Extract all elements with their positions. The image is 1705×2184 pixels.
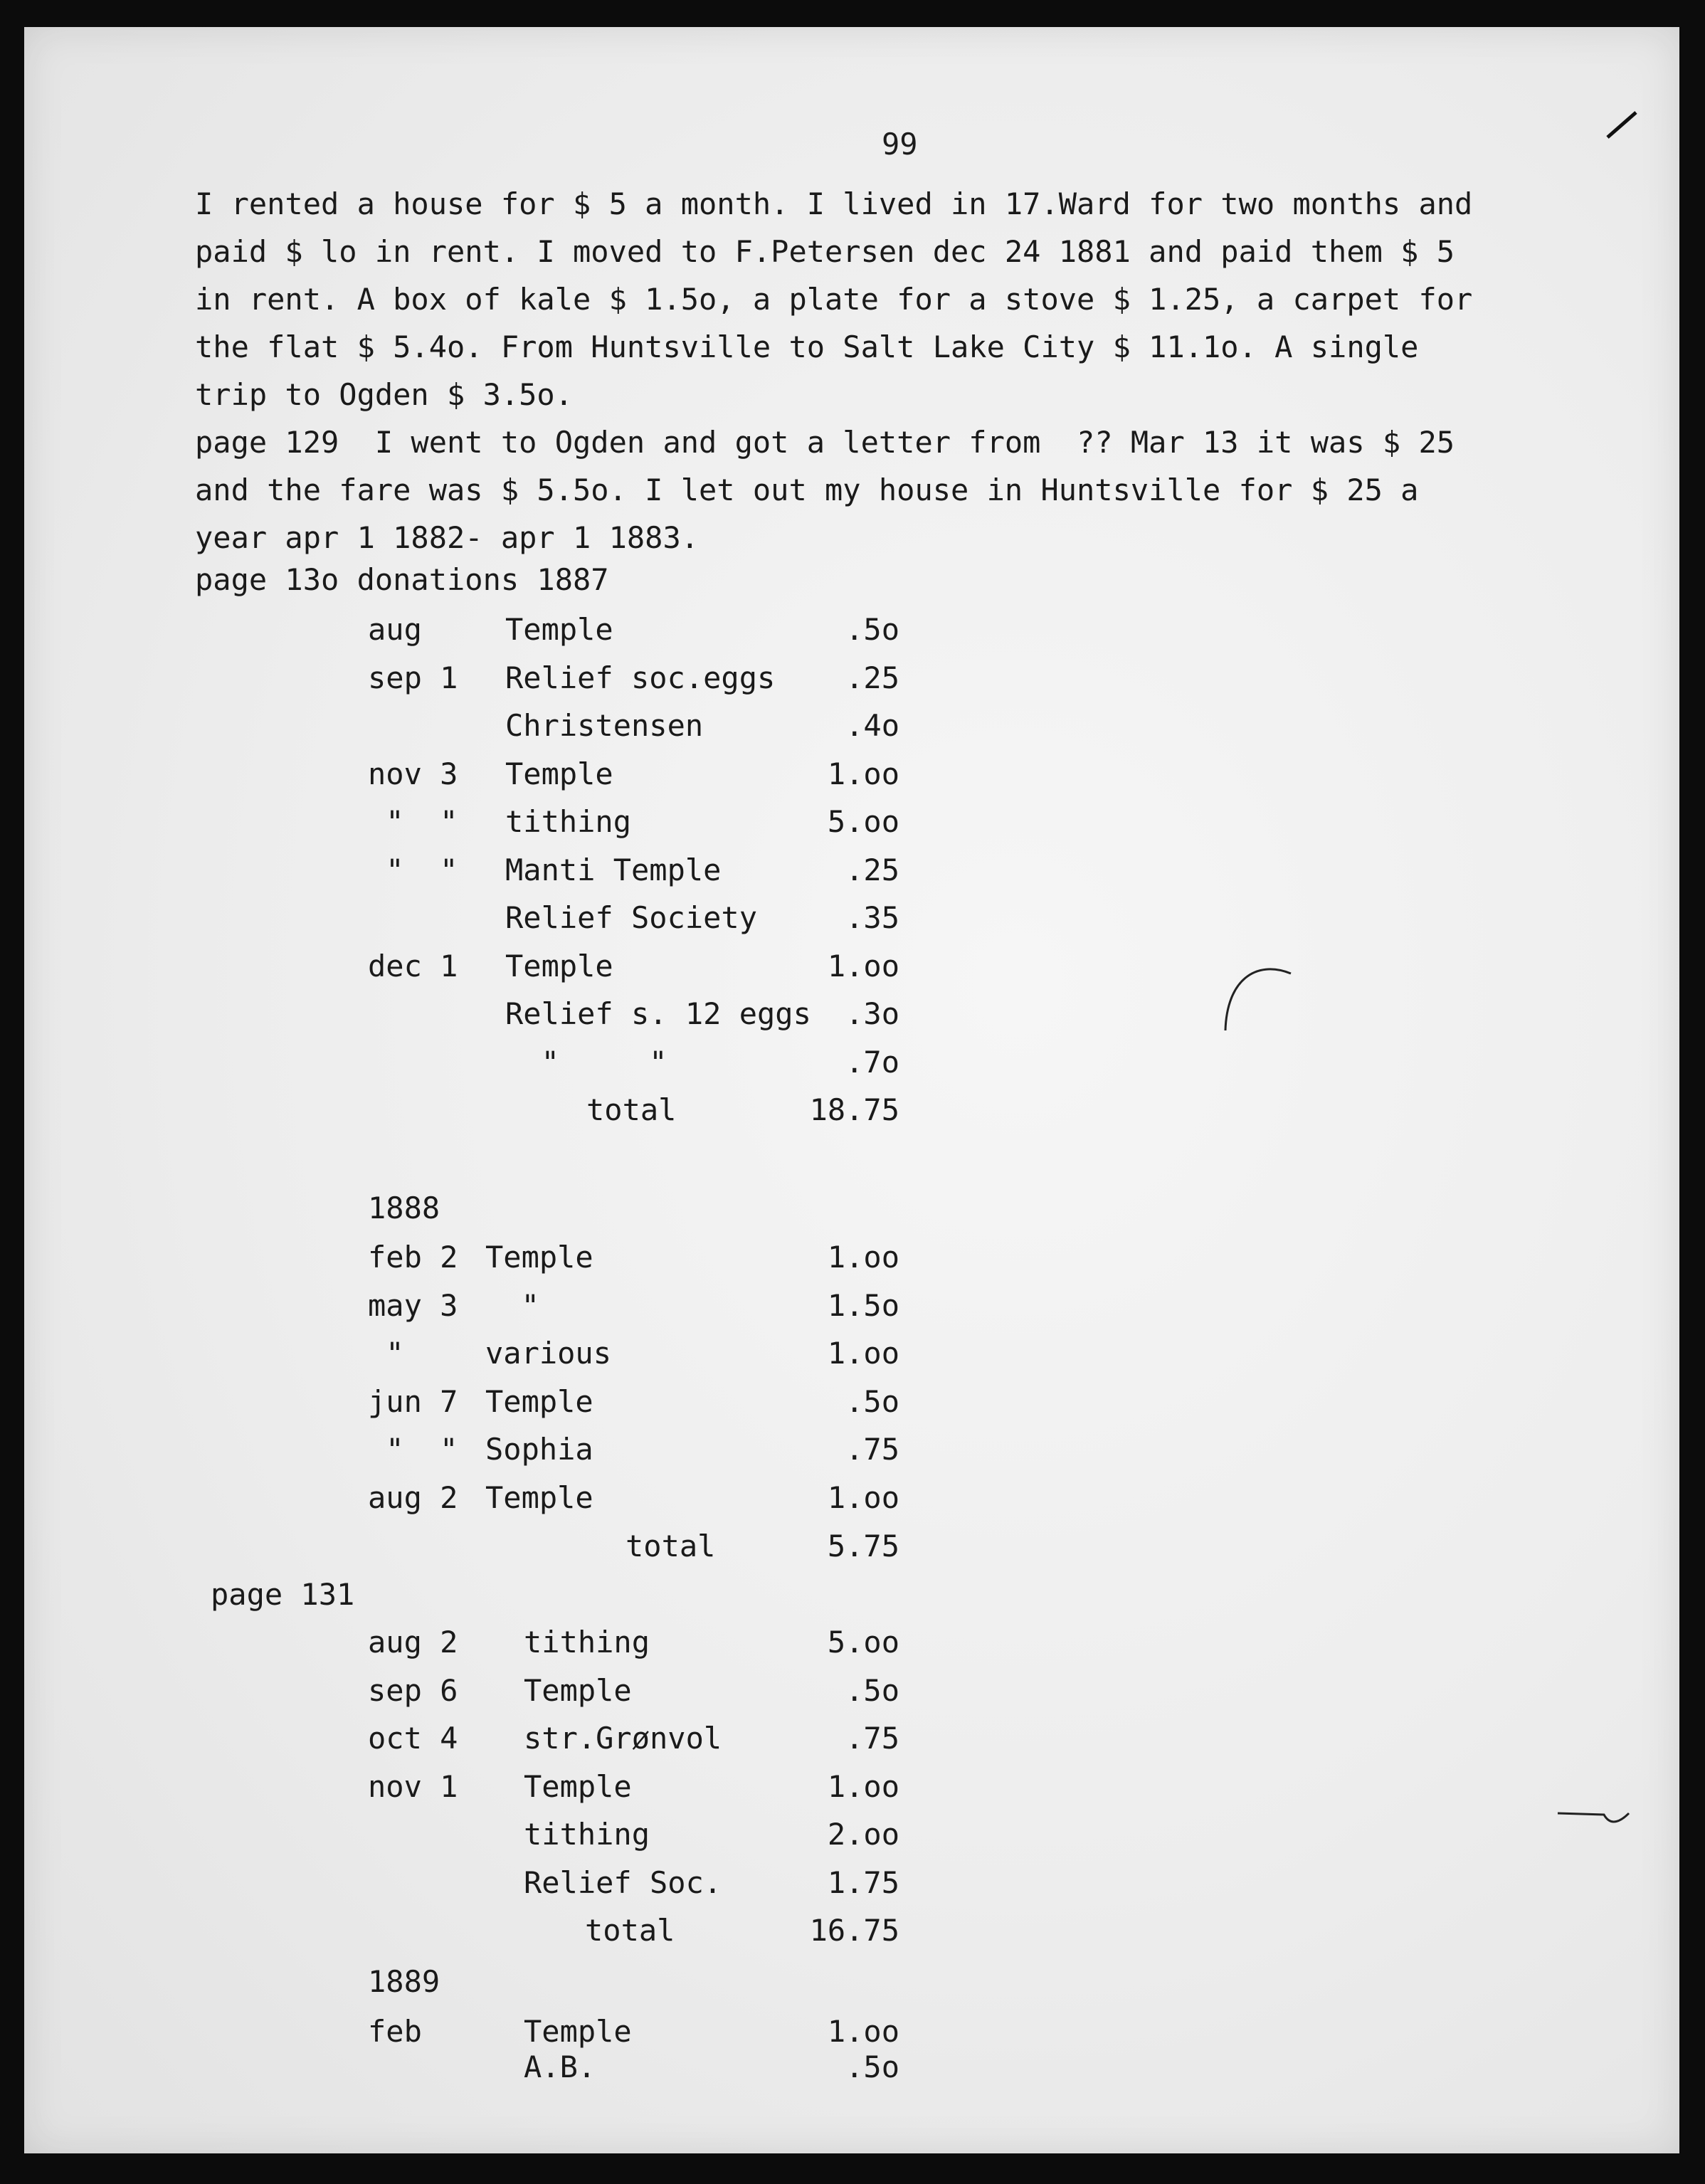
- ledger-item: Temple: [485, 1240, 593, 1275]
- ledger-item: Relief s. 12 eggs: [505, 996, 811, 1031]
- ledger-amount: 1.5o: [827, 1287, 899, 1323]
- pencil-hook-mark: [1554, 1799, 1640, 1842]
- ledger-amount: 1.75: [827, 1864, 899, 1900]
- heading-1889: 1889: [368, 1964, 440, 1999]
- ledger-amount: .3o: [845, 996, 899, 1031]
- ledger-amount: .35: [845, 900, 899, 935]
- ledger-date: aug 2: [368, 1625, 458, 1660]
- ledger-date: nov 3: [368, 756, 458, 791]
- ledger-item: Temple: [524, 1672, 632, 1708]
- ledger-amount: 1.oo: [827, 948, 899, 983]
- total-label-1887: total: [586, 1092, 677, 1127]
- ledger-date: " ": [368, 1432, 458, 1467]
- pencil-tick-mark: [1604, 105, 1647, 148]
- ledger-amount: 1.oo: [827, 1479, 899, 1515]
- ledger-amount: .5o: [845, 1672, 899, 1708]
- ledger-amount: .7o: [845, 1044, 899, 1080]
- ledger-amount: .4o: [845, 708, 899, 743]
- ledger-item: Temple: [524, 1768, 632, 1804]
- ledger-date: may 3: [368, 1287, 458, 1323]
- total-amount-1888: 5.75: [827, 1529, 899, 1563]
- document-page: [24, 27, 1679, 2153]
- ledger-amount: .25: [845, 852, 899, 887]
- ledger-item: tithing: [505, 804, 632, 839]
- total-label-131: total: [585, 1913, 675, 1948]
- ledger-date: aug: [368, 612, 422, 647]
- ledger-amount: 5.oo: [827, 804, 899, 839]
- ledger-amount: .5o: [845, 2050, 899, 2084]
- ledger-item: Sophia: [485, 1432, 593, 1467]
- ledger-date: jun 7: [368, 1383, 458, 1419]
- ledger-date: " ": [368, 804, 458, 839]
- ledger-item: str.Grønvol: [524, 1721, 722, 1756]
- ledger-amount: 2.oo: [827, 1817, 899, 1852]
- ledger-item: Temple: [524, 2014, 632, 2049]
- pencil-arc-mark: [1205, 952, 1305, 1052]
- ledger-date: aug 2: [368, 1479, 458, 1515]
- ledger-date: feb 2: [368, 1240, 458, 1275]
- ledger-item: ": [485, 1287, 539, 1323]
- ledger-item: tithing: [524, 1625, 650, 1660]
- ledger-item: Manti Temple: [505, 852, 722, 887]
- ledger-item: Relief Society: [505, 900, 758, 935]
- heading-1888: 1888: [368, 1191, 440, 1225]
- ledger-date: dec 1: [368, 948, 458, 983]
- ledger-item: Temple: [485, 1383, 593, 1419]
- ledger-item: Relief soc.eggs: [505, 660, 776, 695]
- ledger-item: Temple: [505, 756, 613, 791]
- ledger-item: Temple: [505, 612, 613, 647]
- ledger-date: sep 1: [368, 660, 458, 695]
- ledger-amount: 1.oo: [827, 1240, 899, 1275]
- ledger-item: " ": [505, 1044, 667, 1080]
- ledger-amount: .75: [845, 1432, 899, 1467]
- page-number: 99: [882, 127, 918, 162]
- ledger-amount: .5o: [845, 1383, 899, 1419]
- ledger-amount: 1.oo: [827, 1336, 899, 1371]
- ledger-date: feb: [368, 2014, 422, 2049]
- ledger-item: Temple: [485, 1479, 593, 1515]
- ledger-amount: .75: [845, 1721, 899, 1756]
- heading-page-131: page 131: [211, 1577, 355, 1612]
- ledger-item: Temple: [505, 948, 613, 983]
- ledger-item: A.B.: [524, 2050, 596, 2084]
- total-amount-131: 16.75: [809, 1913, 899, 1948]
- ledger-date: sep 6: [368, 1672, 458, 1708]
- paragraph-rent: I rented a house for $ 5 a month. I lived in 17.Ward for two months and paid $ lo in rent. I moved to F.Petersen dec 24 1881 and paid them $ 5 in rent. A box of kale $ 1.5o, a plate for a stove $ 1.25, a carpet for the flat $ 5.4o. From Huntsville to Salt Lake City $ 11.1o. A single trip to Ogden $ 3.5o.: [195, 186, 1473, 412]
- ledger-amount: 1.oo: [827, 756, 899, 791]
- ledger-amount: .25: [845, 660, 899, 695]
- ledger-amount: 1.oo: [827, 2014, 899, 2049]
- ledger-item: tithing: [524, 1817, 650, 1852]
- ledger-item: Christensen: [505, 708, 704, 743]
- ledger-amount: 5.oo: [827, 1625, 899, 1660]
- ledger-item: Relief Soc.: [524, 1864, 722, 1900]
- paragraph-ogden: page 129 I went to Ogden and got a letter from ?? Mar 13 it was $ 25 and the fare was $ 5.5o. I let out my house in Huntsville for $ 25 a year apr 1 1882- apr 1 1883.: [195, 425, 1455, 555]
- total-label-1888: total: [625, 1529, 716, 1563]
- ledger-item: various: [485, 1336, 612, 1371]
- ledger-amount: 1.oo: [827, 1768, 899, 1804]
- ledger-date: " ": [368, 852, 458, 887]
- heading-donations-1887: page 13o donations 1887: [195, 562, 609, 597]
- ledger-date: oct 4: [368, 1721, 458, 1756]
- ledger-date: nov 1: [368, 1768, 458, 1804]
- total-amount-1887: 18.75: [809, 1092, 899, 1127]
- ledger-date: ": [368, 1336, 404, 1371]
- ledger-amount: .5o: [845, 612, 899, 647]
